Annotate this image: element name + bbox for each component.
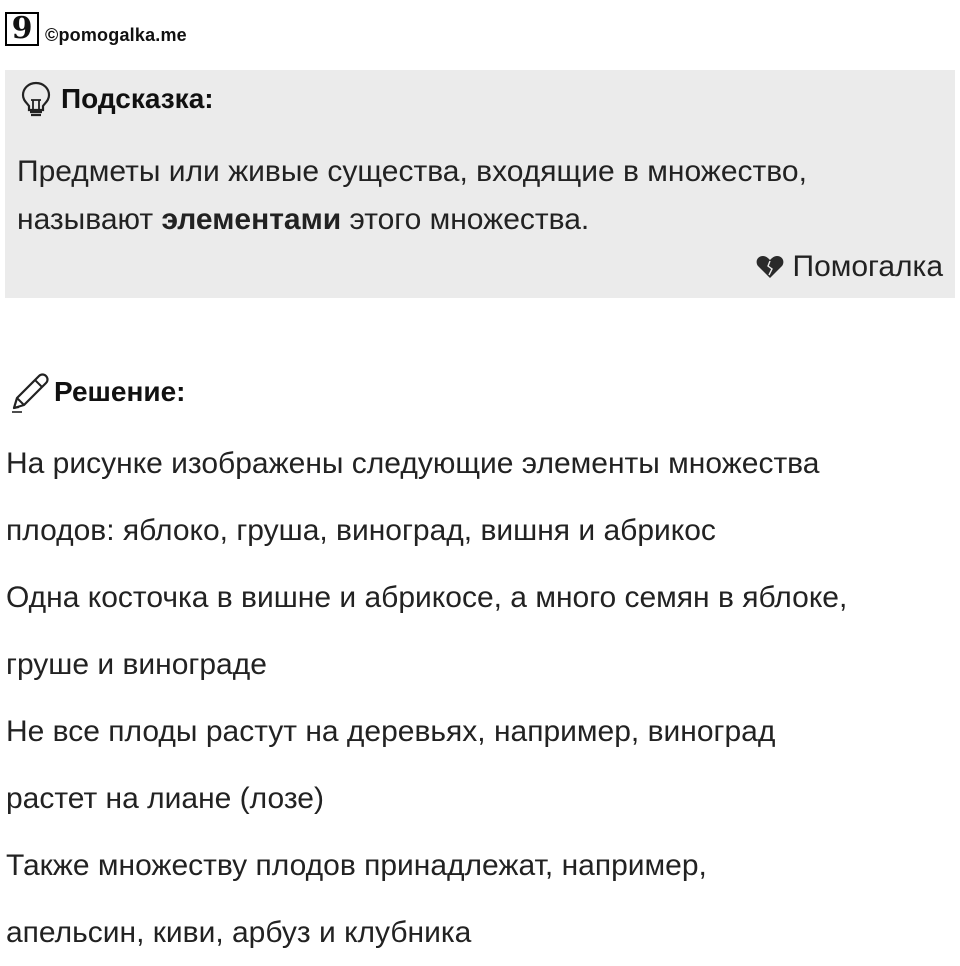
solution-line: На рисунке изображены следующие элементы множества [6, 447, 820, 480]
solution-line: апельсин, киви, арбуз и клубника [6, 916, 472, 949]
solution-line: плодов: яблоко, груша, виноград, вишня и абрикос [6, 514, 716, 547]
hint-text-after: этого множества. [341, 203, 590, 236]
solution-line: груше и винограде [6, 648, 267, 681]
lightbulb-icon [19, 80, 53, 118]
solution-line: Одна косточка в вишне и абрикосе, а много семян в яблоке, [6, 581, 848, 614]
hint-text-before: Предметы или живые существа, входящие в множество, называют [17, 155, 807, 236]
solution-header [8, 370, 185, 414]
hint-header [19, 80, 214, 118]
solution-title: Решение: [54, 376, 186, 407]
solution-line: Также множеству плодов принадлежат, например, [6, 849, 707, 882]
solution-line: Не все плоды растут на деревьях, например, виноград [6, 715, 776, 748]
hint-title: Подсказка: [61, 83, 214, 114]
task-number: 9 [5, 12, 39, 46]
solution-line: растет на лиане (лозе) [6, 782, 324, 815]
header [5, 6, 187, 46]
credit-label: Помогалка [792, 250, 943, 283]
solution-text [6, 430, 956, 966]
hint-box [5, 70, 955, 298]
credit [755, 250, 944, 284]
hint-text [17, 148, 937, 244]
site-watermark[interactable]: ©pomogalka.me [45, 25, 187, 45]
hint-bold-word: элементами [161, 203, 342, 236]
pencil-icon [8, 370, 50, 414]
heart-icon [755, 254, 785, 280]
